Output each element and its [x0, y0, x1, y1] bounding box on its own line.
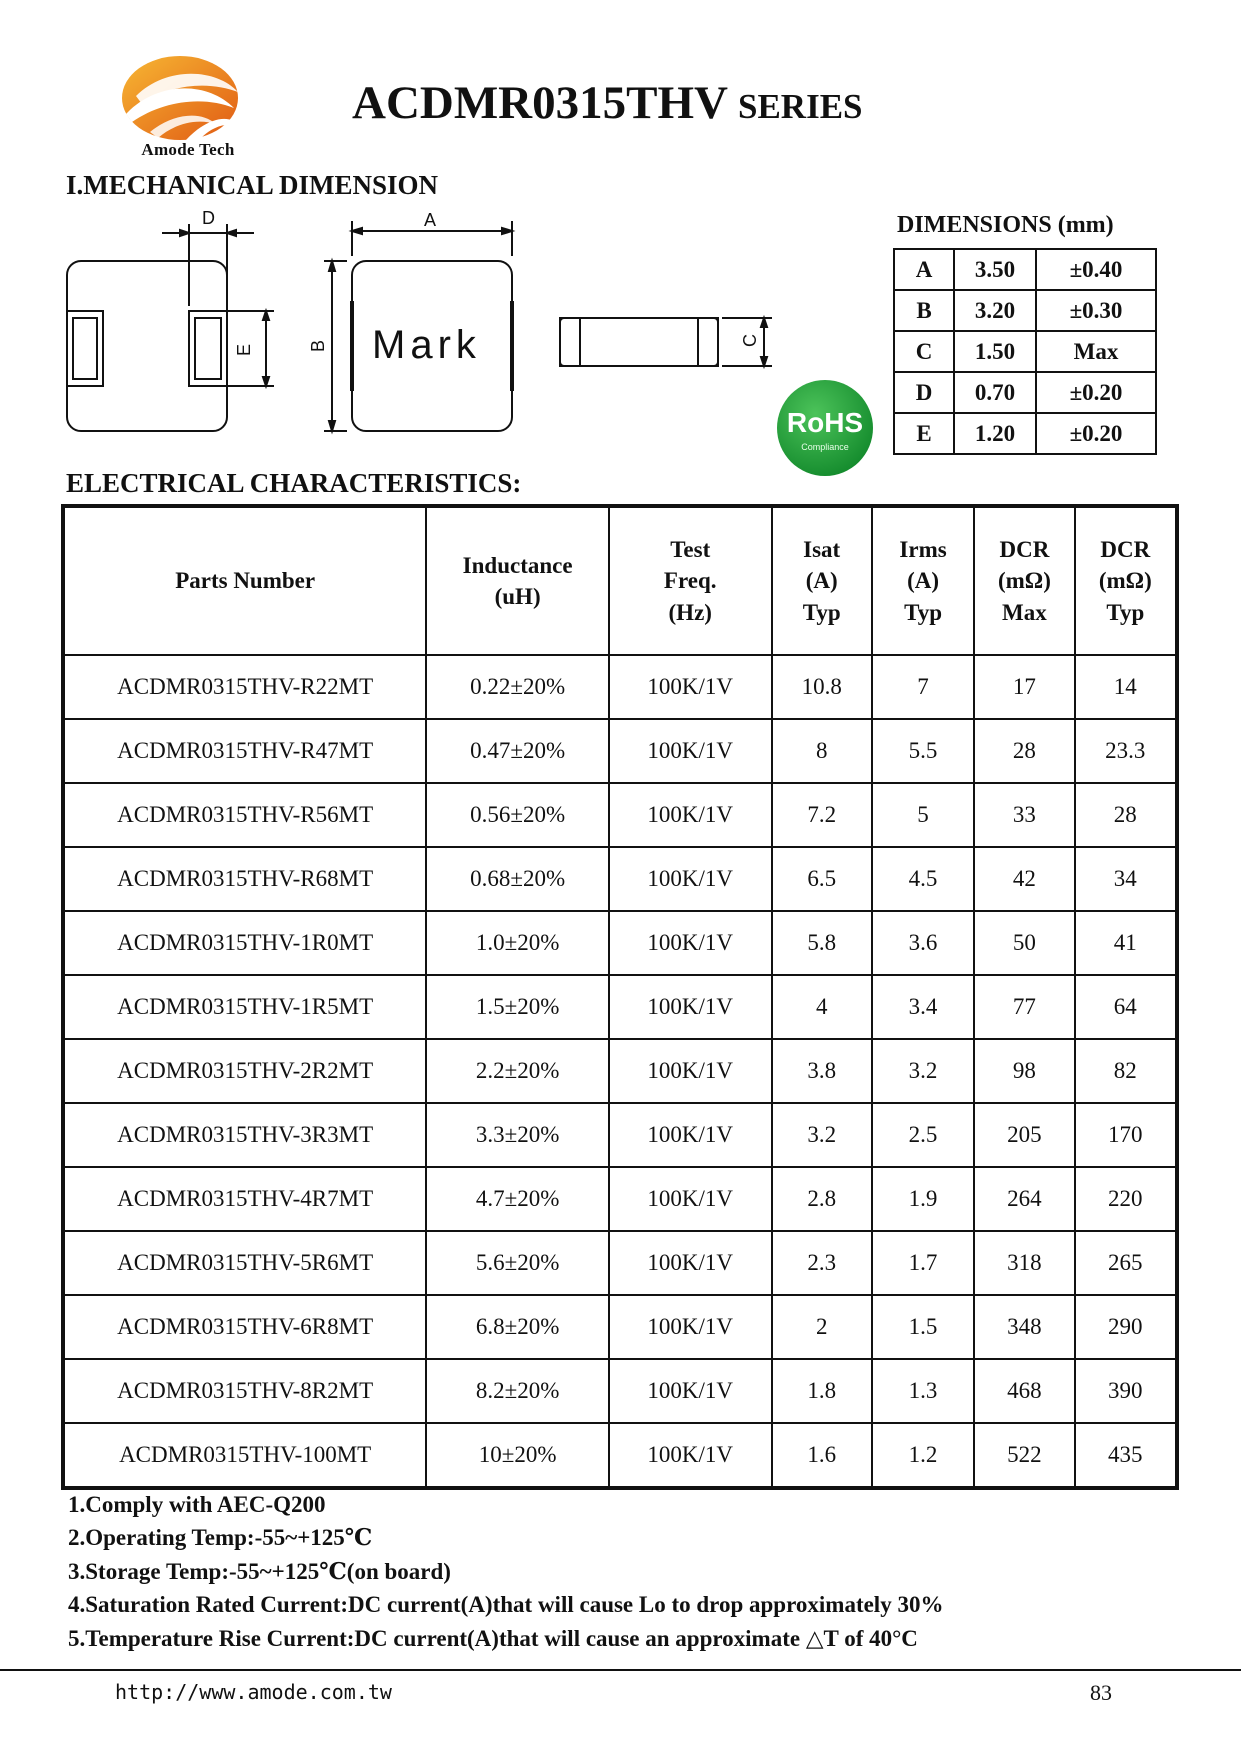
- dimension-letter: E: [894, 413, 954, 454]
- page-title: [352, 77, 863, 129]
- table-cell: 290: [1075, 1295, 1177, 1359]
- table-cell: 468: [974, 1359, 1074, 1423]
- table-cell: 1.0±20%: [426, 911, 609, 975]
- table-cell: 5: [872, 783, 974, 847]
- dim-label-b: B: [308, 339, 328, 352]
- table-cell: 100K/1V: [609, 783, 772, 847]
- table-cell: 34: [1075, 847, 1177, 911]
- table-row: [63, 1039, 1177, 1103]
- table-cell: ACDMR0315THV-R56MT: [63, 783, 426, 847]
- dim-label-e: E: [234, 343, 254, 356]
- table-cell: 100K/1V: [609, 1423, 772, 1488]
- table-cell: 348: [974, 1295, 1074, 1359]
- table-cell: 1.6: [772, 1423, 872, 1488]
- dimension-tolerance: ±0.40: [1036, 249, 1156, 290]
- dimension-value: 1.20: [954, 413, 1036, 454]
- table-cell: 33: [974, 783, 1074, 847]
- table-cell: 0.22±20%: [426, 655, 609, 719]
- dimension-value: 3.20: [954, 290, 1036, 331]
- page-number: 83: [1090, 1680, 1112, 1705]
- table-cell: 4.5: [872, 847, 974, 911]
- bottom-view-drawing: [67, 208, 274, 431]
- note-item: 4.Saturation Rated Current:DC current(A)that will cause Lo to drop approximately 30%: [68, 1592, 944, 1618]
- table-cell: 5.5: [872, 719, 974, 783]
- electrical-characteristics-heading: ELECTRICAL CHARACTERISTICS:: [66, 468, 522, 498]
- table-cell: ACDMR0315THV-R47MT: [63, 719, 426, 783]
- dimension-letter: B: [894, 290, 954, 331]
- dimension-value: 0.70: [954, 372, 1036, 413]
- table-row: [63, 1231, 1177, 1295]
- table-cell: 6.8±20%: [426, 1295, 609, 1359]
- note-item: 1.Comply with AEC-Q200: [68, 1492, 326, 1517]
- table-cell: 0.68±20%: [426, 847, 609, 911]
- table-cell: 10±20%: [426, 1423, 609, 1488]
- table-cell: 28: [974, 719, 1074, 783]
- dimension-row: [894, 331, 1156, 372]
- table-cell: 2.3: [772, 1231, 872, 1295]
- electrical-characteristics-table: [61, 504, 1179, 1490]
- side-view-drawing: [560, 318, 772, 366]
- table-cell: ACDMR0315THV-5R6MT: [63, 1231, 426, 1295]
- table-row: [63, 719, 1177, 783]
- table-cell: 3.2: [772, 1103, 872, 1167]
- column-header: Inductance (uH): [426, 506, 609, 655]
- table-cell: 3.8: [772, 1039, 872, 1103]
- note-item: 2.Operating Temp:-55~+125℃: [68, 1525, 373, 1551]
- dimension-row: [894, 372, 1156, 413]
- column-header: Isat (A) Typ: [772, 506, 872, 655]
- table-cell: 1.2: [872, 1423, 974, 1488]
- table-cell: 1.9: [872, 1167, 974, 1231]
- table-cell: 5.8: [772, 911, 872, 975]
- table-cell: 100K/1V: [609, 655, 772, 719]
- dimensions-table: [893, 248, 1157, 455]
- table-cell: 82: [1075, 1039, 1177, 1103]
- table-cell: 100K/1V: [609, 1039, 772, 1103]
- table-cell: 17: [974, 655, 1074, 719]
- table-cell: 1.8: [772, 1359, 872, 1423]
- table-cell: 0.47±20%: [426, 719, 609, 783]
- dimension-value: 3.50: [954, 249, 1036, 290]
- dimension-value: 1.50: [954, 331, 1036, 372]
- dimension-row: [894, 249, 1156, 290]
- table-cell: ACDMR0315THV-3R3MT: [63, 1103, 426, 1167]
- table-row: [63, 1423, 1177, 1488]
- table-cell: 64: [1075, 975, 1177, 1039]
- table-cell: 7: [872, 655, 974, 719]
- column-header: DCR (mΩ) Typ: [1075, 506, 1177, 655]
- table-row: [63, 1359, 1177, 1423]
- table-cell: ACDMR0315THV-2R2MT: [63, 1039, 426, 1103]
- table-cell: 8: [772, 719, 872, 783]
- dimensions-caption: DIMENSIONS (mm): [897, 212, 1114, 238]
- column-header: Parts Number: [63, 506, 426, 655]
- table-row: [63, 1167, 1177, 1231]
- table-cell: ACDMR0315THV-R22MT: [63, 655, 426, 719]
- table-cell: 50: [974, 911, 1074, 975]
- table-cell: 100K/1V: [609, 847, 772, 911]
- table-header-row: [63, 506, 1177, 655]
- table-cell: 1.5±20%: [426, 975, 609, 1039]
- top-view-drawing: [308, 210, 512, 431]
- note-item: 5.Temperature Rise Current:DC current(A)that will cause an approximate △T of 40°C: [68, 1625, 918, 1651]
- table-cell: 1.5: [872, 1295, 974, 1359]
- table-row: [63, 783, 1177, 847]
- rohs-compliance-icon: [775, 376, 875, 480]
- dimension-tolerance: ±0.30: [1036, 290, 1156, 331]
- table-cell: ACDMR0315THV-4R7MT: [63, 1167, 426, 1231]
- table-cell: 100K/1V: [609, 719, 772, 783]
- table-cell: 522: [974, 1423, 1074, 1488]
- logo-text: Amode Tech: [141, 140, 235, 159]
- table-cell: 2.5: [872, 1103, 974, 1167]
- svg-text:Compliance: Compliance: [801, 442, 849, 452]
- footer-url: http://www.amode.com.tw: [115, 1680, 392, 1704]
- table-cell: 4: [772, 975, 872, 1039]
- table-cell: ACDMR0315THV-1R0MT: [63, 911, 426, 975]
- table-cell: ACDMR0315THV-1R5MT: [63, 975, 426, 1039]
- table-cell: 0.56±20%: [426, 783, 609, 847]
- table-cell: 98: [974, 1039, 1074, 1103]
- table-cell: 1.7: [872, 1231, 974, 1295]
- table-cell: 100K/1V: [609, 1295, 772, 1359]
- column-header: DCR (mΩ) Max: [974, 506, 1074, 655]
- table-cell: 7.2: [772, 783, 872, 847]
- notes-list: [68, 1488, 943, 1655]
- table-cell: 100K/1V: [609, 1103, 772, 1167]
- dimension-tolerance: Max: [1036, 331, 1156, 372]
- note-item: 3.Storage Temp:-55~+125℃(on board): [68, 1558, 451, 1584]
- dimension-row: [894, 290, 1156, 331]
- column-header: Irms (A) Typ: [872, 506, 974, 655]
- footer-divider: [0, 1669, 1241, 1671]
- table-cell: 100K/1V: [609, 1231, 772, 1295]
- dimension-tolerance: ±0.20: [1036, 413, 1156, 454]
- column-header: Test Freq. (Hz): [609, 506, 772, 655]
- series-name: ACDMR0315THV: [352, 77, 728, 129]
- svg-text:RoHS: RoHS: [786, 407, 864, 438]
- dimension-letter: A: [894, 249, 954, 290]
- table-cell: ACDMR0315THV-8R2MT: [63, 1359, 426, 1423]
- table-cell: 42: [974, 847, 1074, 911]
- table-cell: ACDMR0315THV-6R8MT: [63, 1295, 426, 1359]
- table-cell: 23.3: [1075, 719, 1177, 783]
- table-cell: 77: [974, 975, 1074, 1039]
- dim-label-a: A: [424, 210, 437, 230]
- table-cell: 265: [1075, 1231, 1177, 1295]
- table-cell: 6.5: [772, 847, 872, 911]
- table-cell: 5.6±20%: [426, 1231, 609, 1295]
- table-cell: 264: [974, 1167, 1074, 1231]
- table-cell: ACDMR0315THV-R68MT: [63, 847, 426, 911]
- table-cell: 100K/1V: [609, 911, 772, 975]
- dim-label-d: D: [202, 208, 215, 228]
- table-cell: 28: [1075, 783, 1177, 847]
- table-cell: 220: [1075, 1167, 1177, 1231]
- table-cell: 170: [1075, 1103, 1177, 1167]
- table-row: [63, 655, 1177, 719]
- table-cell: 4.7±20%: [426, 1167, 609, 1231]
- table-row: [63, 1103, 1177, 1167]
- dimension-letter: C: [894, 331, 954, 372]
- dimension-tolerance: ±0.20: [1036, 372, 1156, 413]
- table-cell: 3.2: [872, 1039, 974, 1103]
- dim-label-c: C: [740, 334, 760, 347]
- table-cell: 14: [1075, 655, 1177, 719]
- table-cell: 3.6: [872, 911, 974, 975]
- mechanical-drawing: [62, 206, 782, 436]
- table-row: [63, 911, 1177, 975]
- table-cell: 390: [1075, 1359, 1177, 1423]
- dimension-letter: D: [894, 372, 954, 413]
- mark-text: Mark: [372, 323, 481, 367]
- table-cell: 205: [974, 1103, 1074, 1167]
- table-row: [63, 975, 1177, 1039]
- table-cell: 3.3±20%: [426, 1103, 609, 1167]
- table-cell: 435: [1075, 1423, 1177, 1488]
- table-cell: 100K/1V: [609, 975, 772, 1039]
- table-cell: 3.4: [872, 975, 974, 1039]
- table-cell: 8.2±20%: [426, 1359, 609, 1423]
- table-cell: 100K/1V: [609, 1167, 772, 1231]
- table-cell: 1.3: [872, 1359, 974, 1423]
- table-cell: ACDMR0315THV-100MT: [63, 1423, 426, 1488]
- series-suffix: SERIES: [737, 87, 863, 126]
- table-cell: 41: [1075, 911, 1177, 975]
- mechanical-dimension-heading: I.MECHANICAL DIMENSION: [66, 170, 439, 200]
- dimension-row: [894, 413, 1156, 454]
- table-cell: 100K/1V: [609, 1359, 772, 1423]
- table-row: [63, 1295, 1177, 1359]
- table-cell: 2.2±20%: [426, 1039, 609, 1103]
- table-cell: 2.8: [772, 1167, 872, 1231]
- table-cell: 2: [772, 1295, 872, 1359]
- table-cell: 318: [974, 1231, 1074, 1295]
- table-row: [63, 847, 1177, 911]
- table-cell: 10.8: [772, 655, 872, 719]
